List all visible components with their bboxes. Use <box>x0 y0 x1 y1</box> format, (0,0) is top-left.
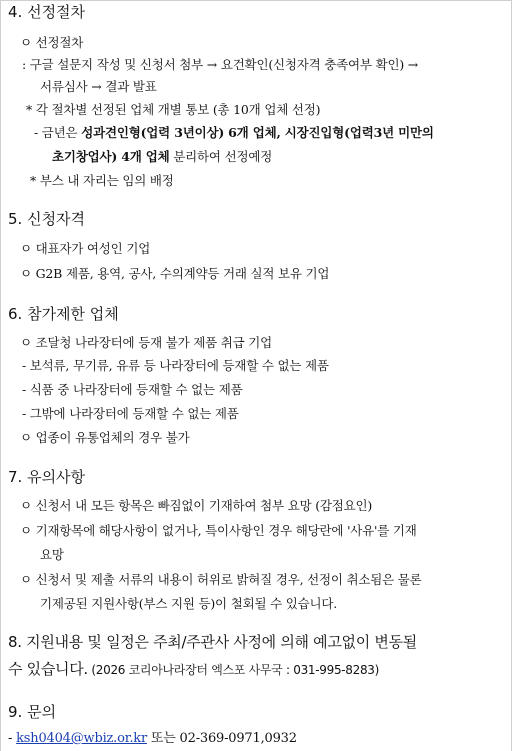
section-4-process-line-2: 서류심사 → 결과 발표 <box>40 79 157 94</box>
section-6-sub-2: - 식품 중 나라장터에 등재할 수 없는 제품 <box>22 382 243 397</box>
section-4-note-3 <box>52 148 272 166</box>
section-9-contact-line <box>8 730 297 748</box>
section-4-title: 4. 선정절차 <box>8 3 86 21</box>
section-9-dash: - <box>8 731 17 746</box>
section-4-note-2 <box>34 124 434 142</box>
section-5-item-1: ㅇ 대표자가 여성인 기업 <box>20 241 151 256</box>
section-4-process-line-1: : 구글 설문지 작성 및 신청서 첨부 → 요건확인(신청자격 충족여부 확인) → <box>22 57 419 72</box>
section-6-sub-3: - 그밖에 나라장터에 등재할 수 없는 제품 <box>22 406 239 421</box>
section-9-title: 9. 문의 <box>8 703 57 721</box>
section-8-notice: 수 있습니다. <box>8 660 88 678</box>
section-5-title: 5. 신청자격 <box>8 210 86 228</box>
section-9-phone: 또는 02-369-0971,0932 <box>146 731 297 746</box>
section-7-item-2-line-2: 요망 <box>40 547 64 562</box>
top-border <box>0 0 512 1</box>
section-4-note-2-bold: 성과견인형(업력 3년이상) 6개 업체, 시장진입형(업력3년 미만의 <box>81 125 434 140</box>
section-7-title: 7. 유의사항 <box>8 468 86 486</box>
section-6-item-2: ㅇ 업종이 유통업체의 경우 불가 <box>20 430 190 445</box>
email-link[interactable]: ksh0404@wbiz.or.kr <box>16 731 147 746</box>
section-6-title: 6. 참가제한 업체 <box>8 305 119 323</box>
section-7-item-3-line-2: 기제공된 지원사항(부스 지원 등)이 철회될 수 있습니다. <box>40 596 338 611</box>
section-5-item-2: ㅇ G2B 제품, 용역, 공사, 수의계약등 거래 실적 보유 기업 <box>20 266 330 281</box>
section-4-note-1: * 각 절차별 선정된 업체 개별 통보 (총 10개 업체 선정) <box>26 102 321 117</box>
section-6-item-1: ㅇ 조달청 나라장터에 등재 불가 제품 취급 기업 <box>20 335 273 350</box>
section-6-sub-1: - 보석류, 무기류, 유류 등 나라장터에 등재할 수 없는 제품 <box>22 358 329 373</box>
section-7-item-3-line-1: ㅇ 신청서 및 제출 서류의 내용이 허위로 밝혀질 경우, 선정이 취소됨은 물론 <box>20 572 422 587</box>
section-4-note-2-prefix: - 금년은 <box>34 125 82 140</box>
section-8-line-2 <box>8 658 379 681</box>
section-4-note-4: * 부스 내 자리는 임의 배정 <box>30 173 174 188</box>
section-8-line-1: 8. 지원내용 및 일정은 주최/주관사 사정에 의해 예고없이 변동될 <box>8 633 417 651</box>
section-7-item-1: ㅇ 신청서 내 모든 항목은 빠짐없이 기재하여 첨부 요망 (감점요인) <box>20 498 373 513</box>
left-border <box>0 0 1 751</box>
section-4-item-1: ㅇ 선정절차 <box>20 35 84 50</box>
section-4-note-3-bold: 초기창업사) 4개 업체 <box>52 149 170 164</box>
section-4-note-3-suffix: 분리하여 선정예정 <box>169 149 273 164</box>
section-7-item-2-line-1: ㅇ 기재항목에 해당사항이 없거나, 특이사항인 경우 해당란에 '사유'를 기재 <box>20 523 417 538</box>
section-8-contact: (2026 코리아나라장터 엑스포 사무국 : 031-995-8283) <box>87 663 380 677</box>
